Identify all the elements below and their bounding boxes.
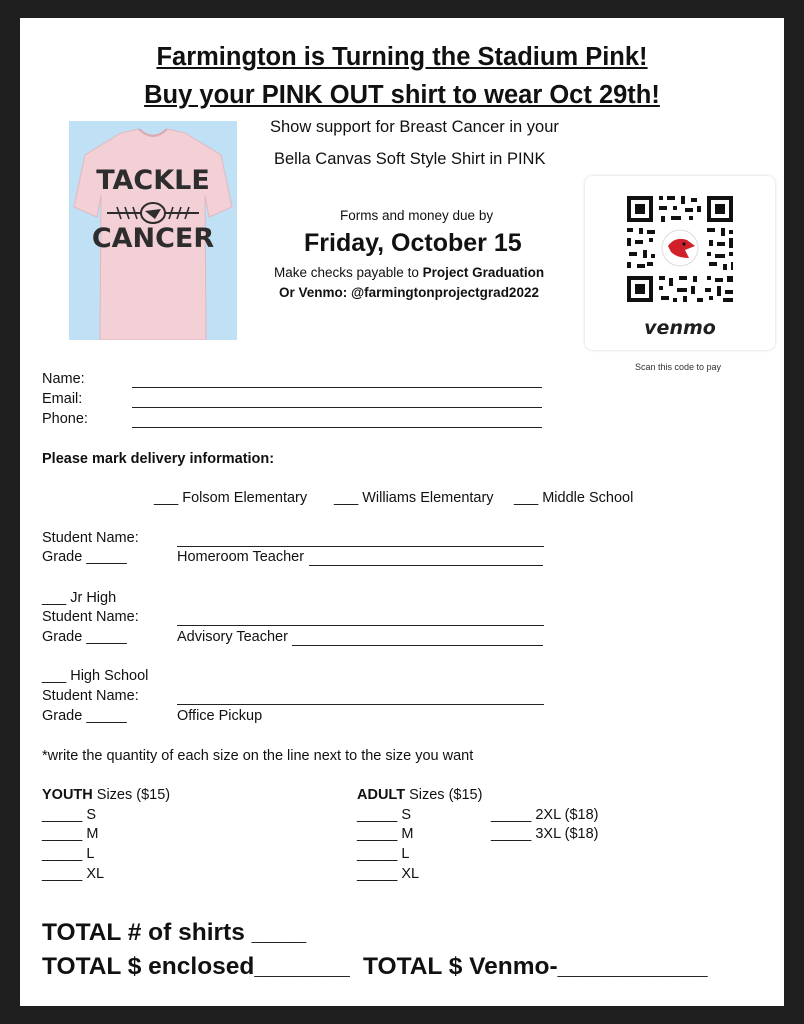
due-label: Forms and money due by	[340, 208, 494, 223]
name-label: Name:	[42, 371, 85, 387]
email-line[interactable]	[132, 407, 542, 408]
adult-size-3xl[interactable]: _____ 3XL ($18)	[491, 826, 599, 842]
email-label: Email:	[42, 391, 83, 407]
hs-pickup-label: Office Pickup	[177, 708, 263, 724]
shirt-text-cancer: CANCER	[91, 223, 215, 254]
delivery-option-williams[interactable]: ___ Williams Elementary	[334, 490, 494, 506]
shirt-text-tackle: TACKLE	[96, 165, 210, 196]
adult-size-s[interactable]: _____ S	[357, 807, 412, 823]
hs-grade-label: Grade _____	[42, 708, 127, 724]
venmo-qr-card	[585, 176, 775, 350]
phone-line[interactable]	[132, 427, 542, 428]
total-venmo[interactable]: TOTAL $ Venmo-___________	[363, 953, 708, 980]
jr-grade-label: Grade _____	[42, 629, 127, 645]
jr-teacher-label: Advisory Teacher	[177, 629, 288, 645]
venmo-caption: Scan this code to pay	[635, 362, 722, 372]
hs-student-line[interactable]	[177, 704, 544, 705]
jr-teacher-line[interactable]	[292, 645, 543, 646]
high-school-option[interactable]: ___ High School	[42, 668, 149, 684]
adult-heading-rest: Sizes ($15)	[405, 787, 483, 803]
qr-code-icon	[585, 176, 775, 350]
venmo-brand: venmo	[644, 317, 716, 339]
due-date: Friday, October 15	[304, 229, 522, 257]
adult-heading	[357, 787, 482, 803]
jr-student-line[interactable]	[177, 625, 544, 626]
youth-heading-rest: Sizes ($15)	[92, 787, 171, 803]
adult-size-xl[interactable]: _____ XL	[357, 866, 420, 882]
adult-heading-bold: ADULT	[357, 787, 406, 803]
delivery-option-folsom[interactable]: ___ Folsom Elementary	[154, 490, 308, 506]
checks-payee: Project Graduation	[422, 265, 545, 280]
youth-heading-bold: YOUTH	[42, 787, 93, 803]
elem-teacher-label: Homeroom Teacher	[177, 549, 305, 565]
youth-size-xl[interactable]: _____ XL	[42, 866, 105, 882]
youth-heading	[42, 787, 170, 803]
youth-size-s[interactable]: _____ S	[42, 807, 97, 823]
delivery-heading: Please mark delivery information:	[42, 451, 275, 467]
tshirt-graphic	[69, 121, 237, 340]
phone-label: Phone:	[42, 411, 88, 427]
title-line-2: Buy your PINK OUT shirt to wear Oct 29th!	[144, 81, 660, 109]
hs-student-label: Student Name:	[42, 688, 139, 704]
youth-size-l[interactable]: _____ L	[42, 846, 95, 862]
total-shirts[interactable]: TOTAL # of shirts ____	[42, 919, 307, 946]
elem-student-label: Student Name:	[42, 530, 139, 546]
elem-student-line[interactable]	[177, 546, 544, 547]
intro-line-1: Show support for Breast Cancer in your	[270, 118, 559, 136]
adult-size-l[interactable]: _____ L	[357, 846, 410, 862]
adult-size-m[interactable]: _____ M	[357, 826, 414, 842]
title-line-1: Farmington is Turning the Stadium Pink!	[156, 43, 648, 71]
checks-prefix: Make checks payable to	[274, 265, 423, 280]
elem-teacher-line[interactable]	[309, 565, 543, 566]
jr-student-label: Student Name:	[42, 609, 139, 625]
total-enclosed[interactable]: TOTAL $ enclosed_______	[42, 953, 350, 980]
delivery-option-middle-school[interactable]: ___ Middle School	[514, 490, 634, 506]
size-note: *write the quantity of each size on the line next to the size you want	[42, 748, 474, 764]
venmo-handle: Or Venmo: @farmingtonprojectgrad2022	[279, 285, 539, 300]
elem-grade-label: Grade _____	[42, 549, 127, 565]
shirt-image	[69, 121, 237, 340]
jr-high-option[interactable]: ___ Jr High	[42, 590, 117, 606]
name-line[interactable]	[132, 387, 542, 388]
order-form-page	[20, 18, 784, 1006]
youth-size-m[interactable]: _____ M	[42, 826, 99, 842]
checks-line	[274, 265, 544, 280]
intro-line-2: Bella Canvas Soft Style Shirt in PINK	[274, 150, 546, 168]
adult-size-2xl[interactable]: _____ 2XL ($18)	[491, 807, 599, 823]
